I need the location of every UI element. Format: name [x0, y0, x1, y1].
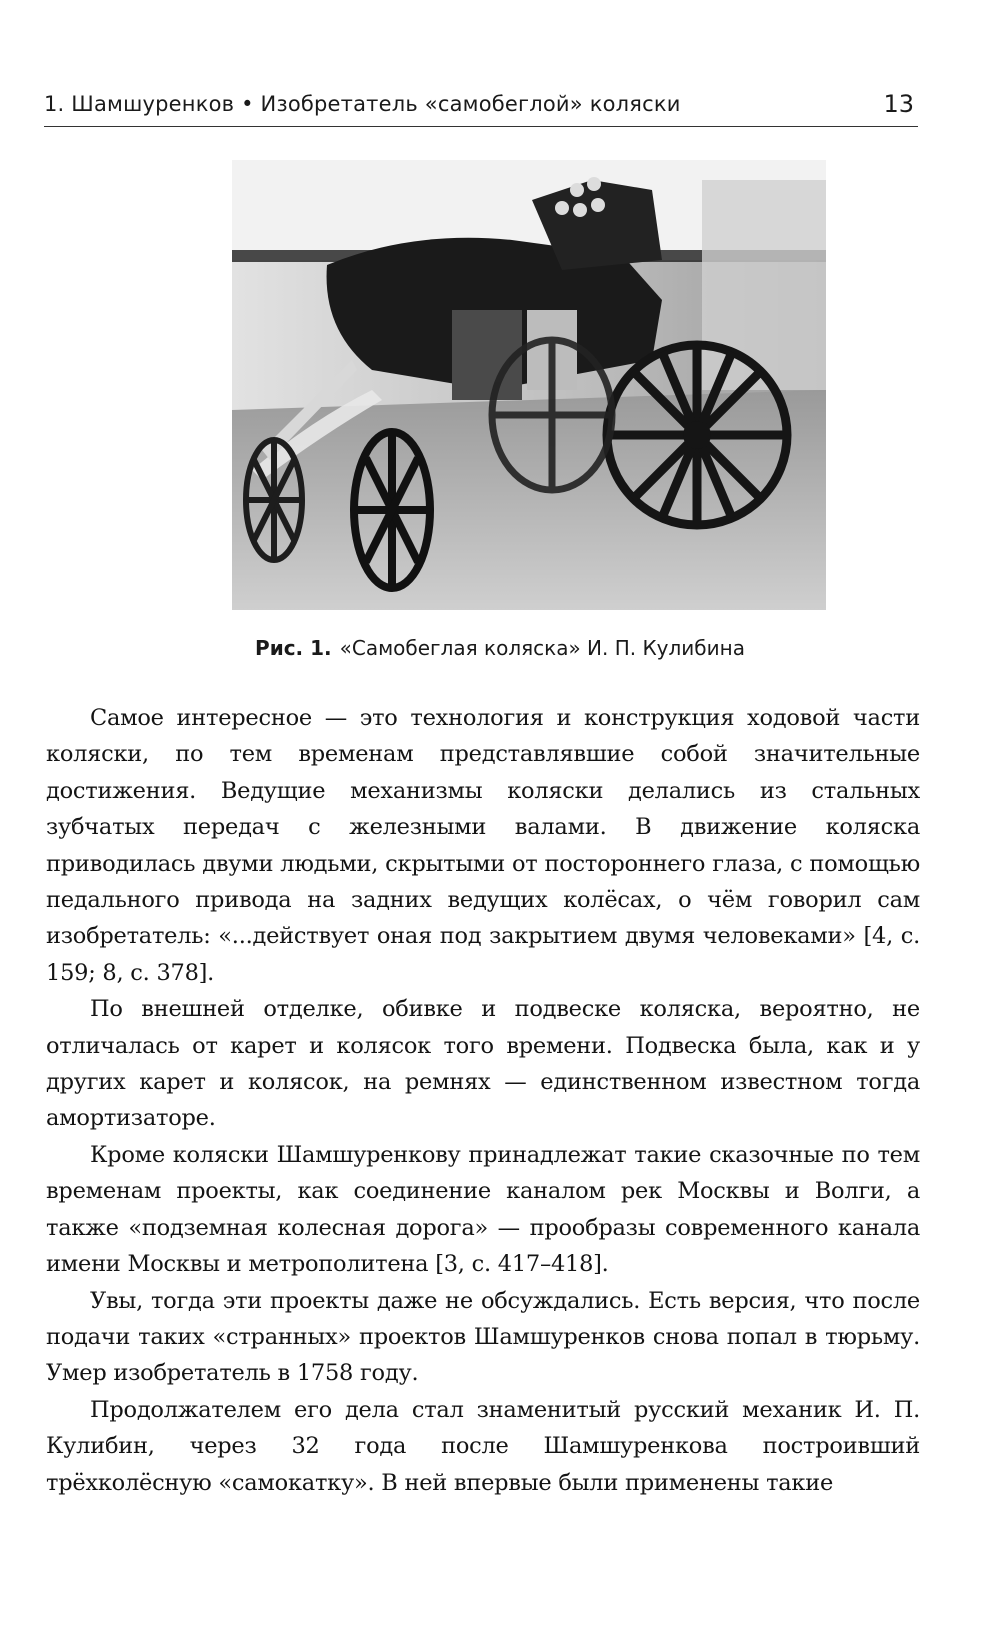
paragraph: По внешней отделке, обивке и подвеске коляска, вероятно, не отличалась от карет и колясок того времени. Подвеска была, как и у других карет и колясок, на ремнях — единственном известном тогда амортизаторе.	[46, 996, 920, 1132]
running-title: 1. Шамшуренков • Изобретатель «самобеглой» коляски	[44, 92, 681, 116]
carriage-photo	[232, 160, 826, 610]
paragraph: Кроме коляски Шамшуренкову принадлежат такие сказочные по тем временам проекты, как соединение каналом рек Москвы и Волги, а также «подземная колесная дорога» — прообразы современного канала имени Москвы и метрополитена [3, с. 417–418].	[46, 1141, 920, 1278]
figure-photo	[232, 160, 826, 610]
paragraph: Увы, тогда эти проекты даже не обсуждались. Есть версия, что после подачи таких «странных» проектов Шамшуренков снова попал в тюрьму. Умер изобретатель в 1758 году.	[46, 1287, 920, 1387]
running-head	[44, 86, 918, 127]
figure-caption-text: «Самобеглая коляска» И. П. Кулибина	[339, 636, 745, 660]
page-number: 13	[883, 90, 914, 118]
body-text	[46, 700, 920, 1501]
figure-caption	[0, 636, 1000, 660]
paragraph: Самое интересное — это технология и конструкция ходовой части коляски, по тем временам представлявшие собой значительные достижения. Ведущие механизмы коляски делались из стальных зубчатых передач с железными валами. В движение коляска приводилась двуми людьми, скрытыми от постороннего глаза, с помощью педального привода на задних ведущих колёсах, о чём говорил сам изобретатель: «...действует оная под закрытием двумя человеками» [4, с. 159; 8, с. 378].	[46, 705, 920, 986]
figure-label: Рис. 1.	[255, 636, 332, 660]
paragraph: Продолжателем его дела стал знаменитый русский механик И. П. Кулибин, через 32 года после Шамшуренкова построивший трёхколёсную «самокатку». В ней впервые были применены такие	[46, 1396, 920, 1496]
